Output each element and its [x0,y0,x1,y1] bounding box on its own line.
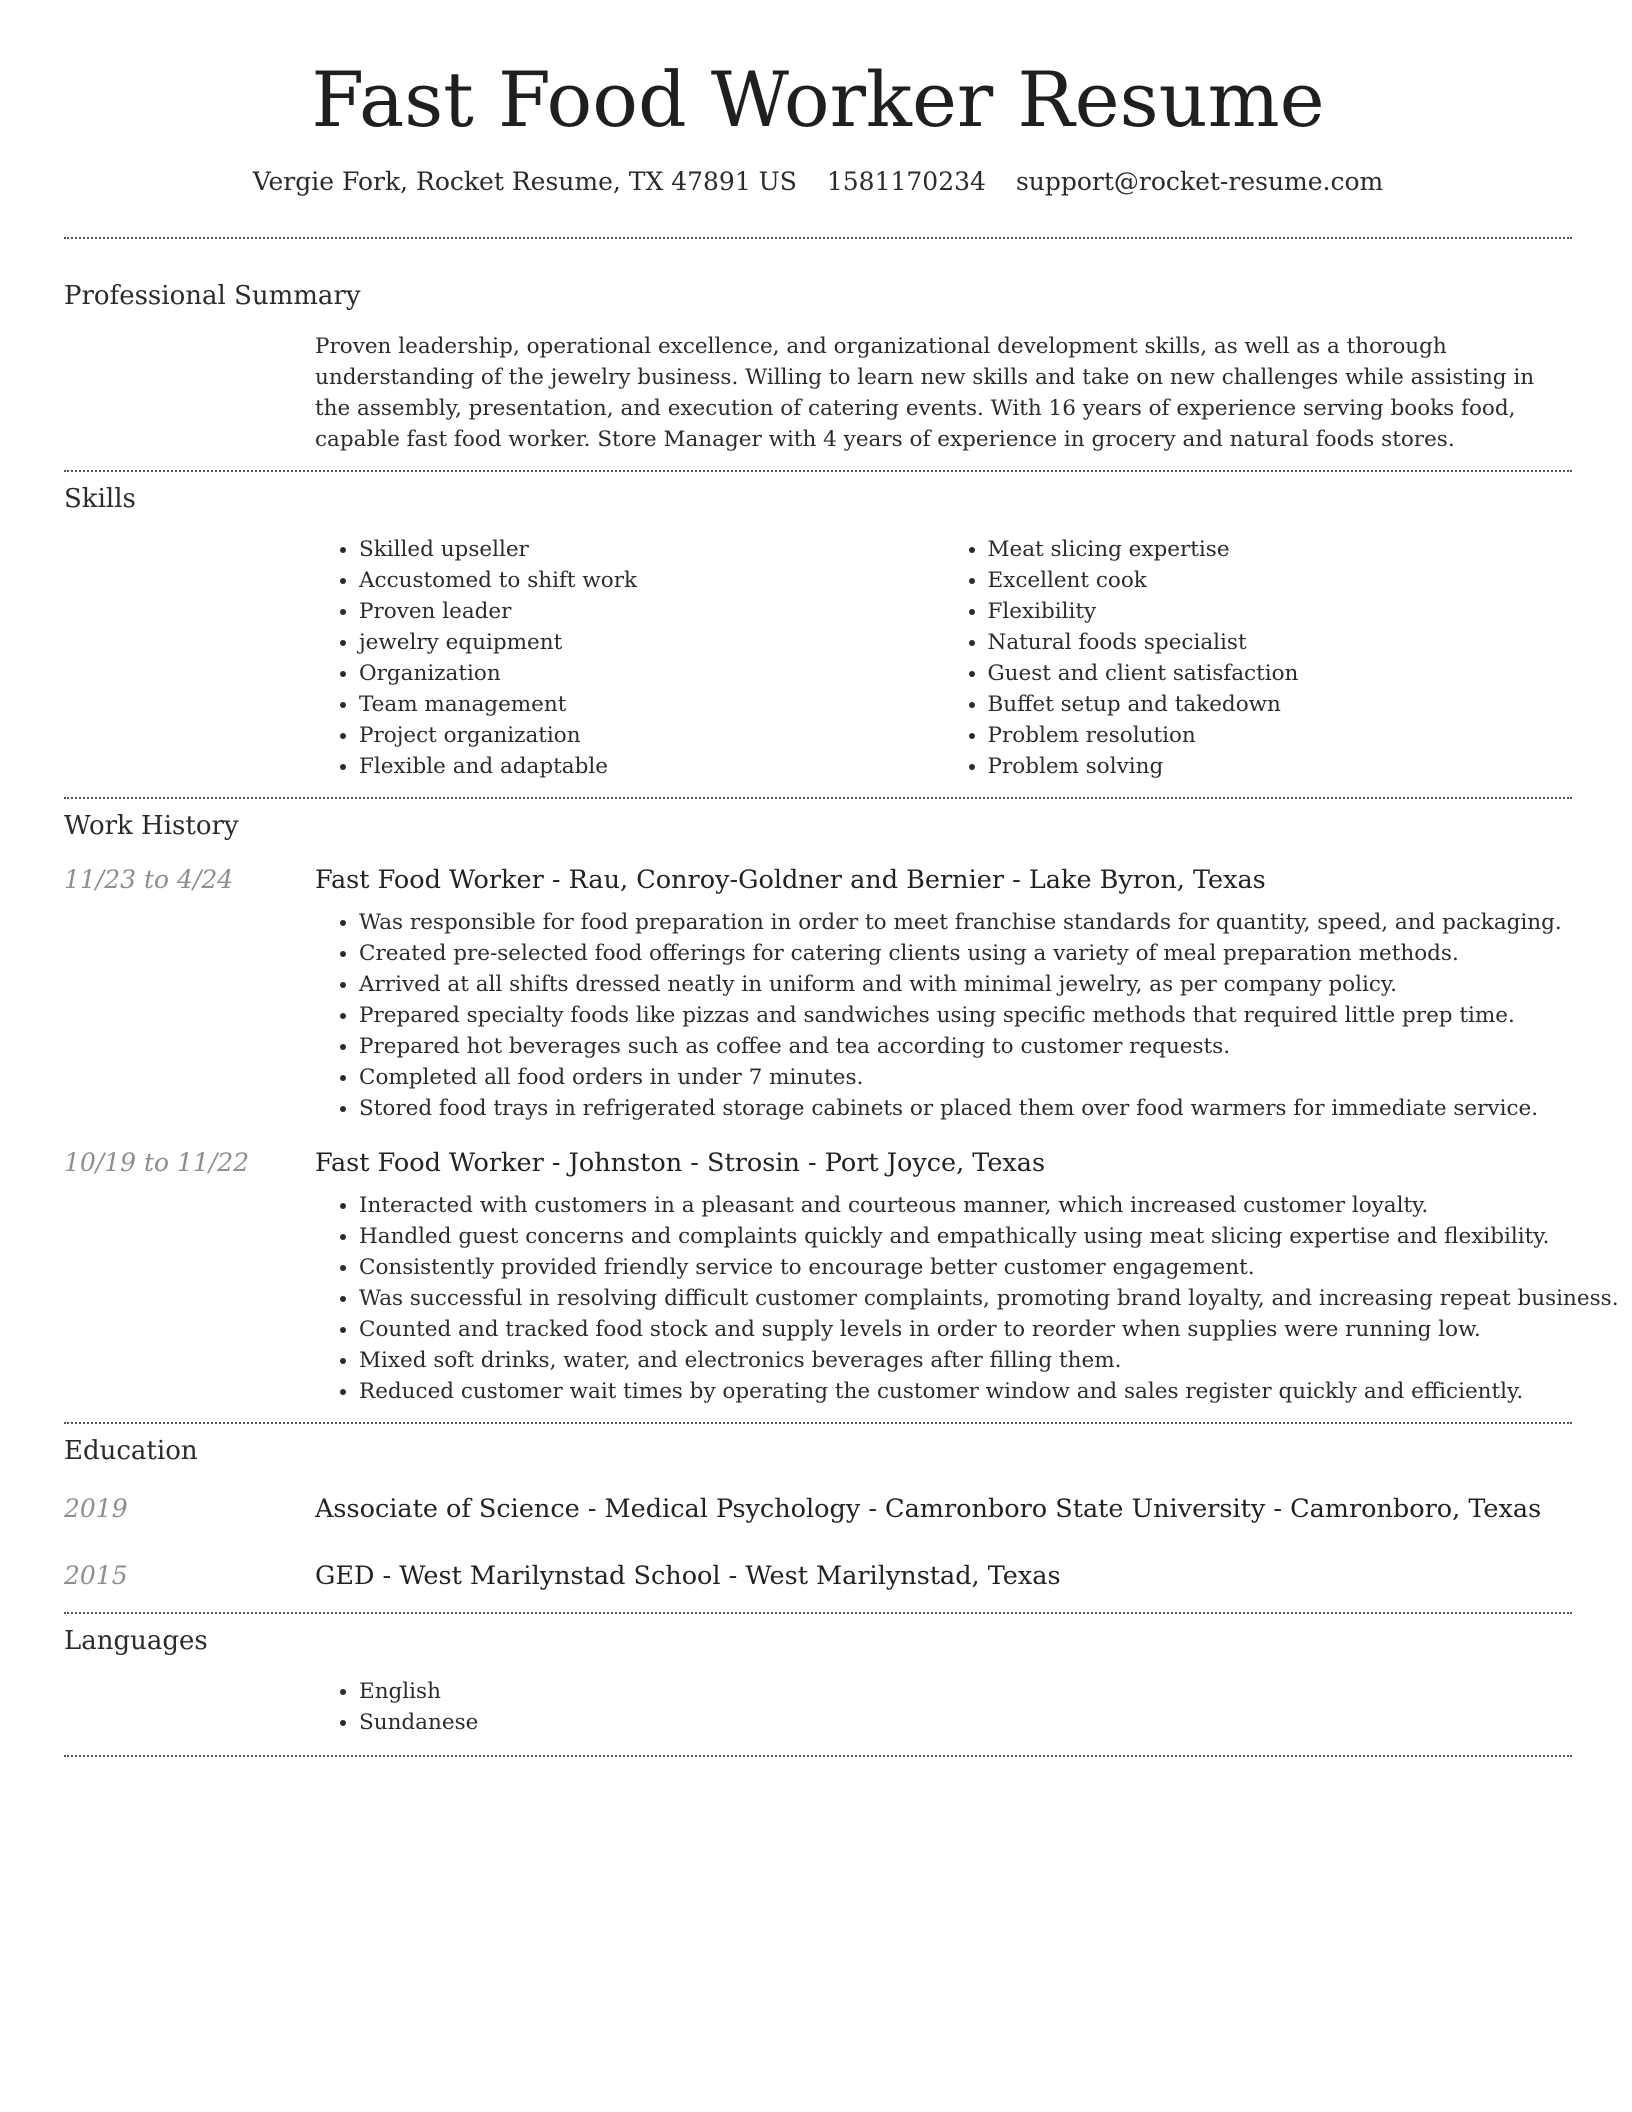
section-divider [64,1422,1572,1424]
education-entry [64,1559,1572,1593]
section-divider [64,1755,1572,1757]
job-bullets [315,1190,1619,1407]
education-degree: GED - West Marilynstad School - West Marilynstad, Texas [315,1561,1061,1591]
languages-section [64,1624,1572,1738]
education-heading: Education [64,1436,198,1466]
languages-heading: Languages [64,1626,208,1656]
skills-list-left [315,534,944,782]
list-item: • Was responsible for food preparation in order to meet franchise standards for quantity, speed, and packaging. [359,907,1572,938]
job-dates: 11/23 to 4/24 [64,865,234,894]
job-title: Fast Food Worker - Rau, Conroy-Goldner and Bernier - Lake Byron, Texas [315,865,1266,895]
section-divider [64,237,1572,239]
list-item: • English [359,1676,1572,1707]
list-item: • Accustomed to shift work [359,565,944,596]
skills-section [64,482,1572,782]
list-item: • Buffet setup and takedown [988,689,1573,720]
education-section [64,1434,1572,1593]
section-divider [64,470,1572,472]
education-year: 2015 [64,1561,128,1590]
list-item: • Skilled upseller [359,534,944,565]
skills-list-right [944,534,1573,782]
contact-line [64,165,1572,199]
list-item: • Team management [359,689,944,720]
skills-heading: Skills [64,484,136,514]
section-divider [64,797,1572,799]
summary-text: Proven leadership, operational excellence, and organizational development skills, as well as a thorough understanding of the jewelry business. Willing to learn new skills and take on new challenges while assisting in the assembly, presentation, and execution of catering events. With 16 years of experience serving books food, capable fast food worker. Store Manager with 4 years of experience in grocery and natural foods stores. [315,334,1535,452]
list-item: • Mixed soft drinks, water, and electronics beverages after filling them. [359,1345,1572,1376]
job-entry [64,863,1572,1124]
job-entry [64,1146,1619,1407]
job-title: Fast Food Worker - Johnston - Strosin - Port Joyce, Texas [315,1148,1046,1178]
education-degree: Associate of Science - Medical Psychology - Camronboro State University - Camronboro, Texas [315,1494,1542,1524]
education-year: 2019 [64,1494,128,1523]
list-item: • Flexible and adaptable [359,751,944,782]
list-item: • Prepared specialty foods like pizzas and sandwiches using specific methods that required little prep time. [359,1000,1572,1031]
list-item: • Arrived at all shifts dressed neatly in uniform and with minimal jewelry, as per company policy. [359,969,1572,1000]
work-heading: Work History [64,811,239,841]
list-item: • Meat slicing expertise [988,534,1573,565]
section-divider [64,1612,1572,1614]
list-item: • Reduced customer wait times by operating the customer window and sales register quickly and efficiently. [359,1376,1572,1407]
summary-section [64,279,1572,455]
list-item: • Sundanese [359,1707,1572,1738]
list-item: • Problem solving [988,751,1573,782]
list-item: • Created pre-selected food offerings for catering clients using a variety of meal preparation methods. [359,938,1572,969]
list-item: • Handled guest concerns and complaints quickly and empathically using meat slicing expertise and flexibility. [359,1221,1572,1252]
list-item: • Organization [359,658,944,689]
resume-page [64,0,1619,1757]
list-item: • Flexibility [988,596,1573,627]
work-section [64,809,1619,1407]
languages-list [315,1676,1572,1738]
page-title: Fast Food Worker Resume [311,55,1325,144]
list-item: • jewelry equipment [359,627,944,658]
contact-phone: 1581170234 [826,167,986,196]
list-item: • Stored food trays in refrigerated storage cabinets or placed them over food warmers for immediate service. [359,1093,1572,1124]
list-item: • Project organization [359,720,944,751]
job-dates: 10/19 to 11/22 [64,1148,250,1177]
list-item: • Was successful in resolving difficult customer complaints, promoting brand loyalty, and increasing repeat business. [359,1283,1572,1314]
list-item: • Counted and tracked food stock and supply levels in order to reorder when supplies were running low. [359,1314,1572,1345]
contact-address: Vergie Fork, Rocket Resume, TX 47891 US [252,167,797,196]
list-item: • Completed all food orders in under 7 minutes. [359,1062,1572,1093]
list-item: • Problem resolution [988,720,1573,751]
summary-heading: Professional Summary [64,281,361,311]
list-item: • Proven leader [359,596,944,627]
list-item: • Natural foods specialist [988,627,1573,658]
list-item: • Consistently provided friendly service to encourage better customer engagement. [359,1252,1572,1283]
list-item: • Prepared hot beverages such as coffee and tea according to customer requests. [359,1031,1572,1062]
contact-email: support@rocket-resume.com [1015,167,1384,196]
list-item: • Guest and client satisfaction [988,658,1573,689]
education-entry [64,1492,1572,1526]
list-item: • Excellent cook [988,565,1573,596]
list-item: • Interacted with customers in a pleasant and courteous manner, which increased customer loyalty. [359,1190,1572,1221]
job-bullets [315,907,1572,1124]
